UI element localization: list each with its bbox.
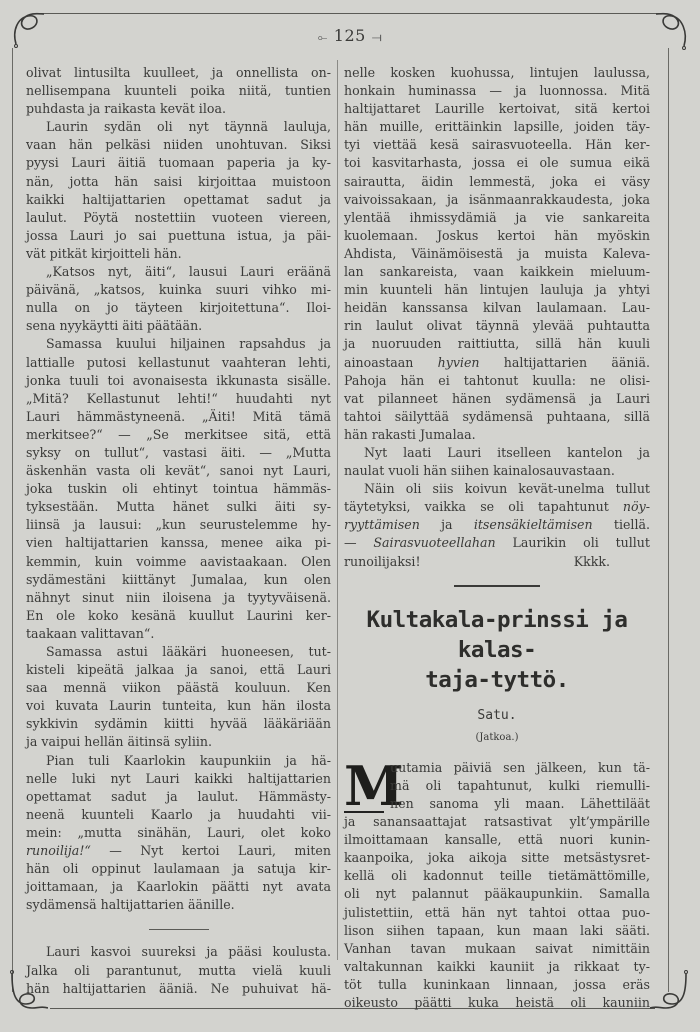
page-number-value: 125: [333, 26, 366, 45]
text-line: ja nuoruuden raittiutta, sillä hän kuuli: [344, 336, 650, 352]
text-line: rin laulut olivat täynnä ylevää puhtautta: [344, 318, 650, 334]
text-line: Laurin sydän oli nyt täynnä lauluja,: [46, 119, 331, 135]
text-line: hän muille, erittäinkin lapsille, joiden täy-: [344, 119, 650, 135]
text-line: heidän kanssansa kilvan laulamaan. Lau-: [344, 300, 650, 316]
text-line: nulla on jo täyteen kirjoitettuna“. Iloi-: [26, 300, 331, 316]
text-line: tyi viettää kesä sairasvuoteella. Hän ker-: [344, 137, 650, 153]
frame-top-rule: [38, 13, 664, 14]
text-line: kellä oli kadonnut teille tietämättömille,: [344, 868, 650, 884]
column-divider: [337, 60, 338, 960]
text-fragment: täytetyksi, vaikka se oli tapahtunut: [344, 499, 623, 515]
text-line: [344, 516, 650, 534]
paragraph: [344, 64, 650, 444]
text-line: nen sanoma yli maan. Lähettiläät: [390, 796, 650, 811]
text-line: tyksestään. Mutta hänet sulki äiti sy-: [26, 499, 331, 515]
italic-text: ryyttämisen: [344, 517, 420, 533]
text-line: taakaan valittavan“.: [26, 625, 155, 641]
story-title-line: Kultakala-prinssi ja kalas-: [366, 606, 628, 663]
text-line: sykkivin sydämin kiitti hyvää lääkäriään: [26, 716, 331, 732]
text-line: sairautta, äidin lemmestä, joka ei väsy: [344, 173, 650, 189]
page-number: [0, 26, 700, 45]
text-line: ilmoittamaan kansalle, että nuori kunin-: [344, 832, 650, 848]
paragraph: [26, 263, 331, 335]
text-line: ja sanansaattajat ratsastivat ylt’ympärille: [344, 814, 650, 830]
text-line: uutamia päiviä sen jälkeen, kun tä-: [390, 759, 650, 775]
text-line: „Katsos nyt, äiti“, lausui Lauri eräänä: [46, 264, 331, 280]
text-line: Vanhan tavan mukaan saivat nimittäin: [344, 940, 650, 956]
text-line: saa mennä viikon päästä kouluun. Ken: [26, 680, 331, 696]
text-line: oli nyt palannut pääkaupunkiin. Samalla: [344, 886, 650, 902]
text-line: joittamaan, ja Kaarlokin päätti nyt avata: [26, 879, 331, 895]
text-line: jonka tuuli toi avonaisesta ikkunasta sisälle.: [26, 372, 331, 388]
text-line: Pahoja hän ei tahtonut kuulla: ne olisi-: [344, 372, 650, 388]
text-line: olivat lintusilta kuulleet, ja onnellista on-: [26, 65, 331, 80]
text-line: Näin oli siis koivun kevät-unelma tullut: [364, 481, 650, 497]
text-line: hän rakasti Jumalaa.: [344, 426, 476, 442]
text-line: Ahdista, Väinämöisestä ja muista Kaleva-: [344, 245, 650, 261]
story-divider: [454, 585, 540, 587]
text-line: jossa Lauri jo sai puettuna istua, ja päi-: [26, 227, 331, 243]
italic-text: runoilija!“: [26, 843, 91, 859]
paragraph: [26, 943, 331, 997]
text-line: kaikki haltijattarien opettamat sadut ja: [26, 191, 331, 207]
story-title-line: taja-tyttö.: [425, 666, 569, 693]
text-line: vaan hän pelkäsi niiden unohtuvan. Siksi: [26, 137, 331, 153]
text-line: „Mitä? Kellastunut lehti!“ huudahti nyt: [26, 390, 331, 406]
text-line: honkain huminassa — ja luonnossa. Mitä: [344, 83, 650, 99]
frame-left-rule: [12, 48, 13, 992]
text-line: päivänä, „katsos, kuinka suuri vihko mi-: [26, 282, 331, 298]
text-line: [344, 354, 650, 372]
text-line: liinsä ja lausui: „kun seurustelemme hy-: [26, 517, 331, 533]
text-fragment: tiellä.: [592, 517, 650, 533]
text-line: opettamat sadut ja laulut. Hämmästy-: [26, 788, 331, 804]
text-line: lan sankareista, vaan kaikkein mieluum-: [344, 264, 650, 280]
text-line: Pian tuli Kaarlokin kaupunkiin ja hä-: [46, 752, 331, 768]
right-column: [344, 64, 650, 1012]
text-line: mä oli tapahtunut, kulki riemulli-: [390, 777, 650, 793]
ornament-left-icon: ⟜: [317, 30, 328, 44]
text-line: laulut. Pöytä nostettiin vuoteen viereen,: [26, 209, 331, 225]
text-line: kuolemaan. Joskus kertoi hän myöskin: [344, 227, 650, 243]
paragraph: [26, 335, 331, 643]
continuation-note: (Jatkoa.): [475, 731, 519, 743]
paragraph: [26, 64, 331, 118]
text-fragment: haltijattarien ääniä.: [479, 354, 650, 370]
author-signature: Kkkk.: [573, 553, 610, 569]
text-line: Nyt laati Lauri itselleen kantelon ja: [364, 444, 650, 460]
text-line: [26, 842, 331, 860]
story-title: [344, 605, 650, 695]
text-line: sena nyykäytti äiti päätään.: [26, 318, 203, 334]
text-line: töt tulla kuninkaan linnaan, jossa eräs: [344, 976, 650, 992]
text-line: äskenhän vasta oli kevät“, sanoi nyt Lauri,: [26, 463, 331, 479]
text-line: [344, 534, 650, 552]
text-line: ja vaipui hellän äitinsä syliin.: [26, 734, 212, 750]
text-line: hän haltijattarien ääniä. Ne puhuivat hä-: [26, 980, 331, 996]
text-line: En ole koko kesänä kuullut Laurini ker-: [26, 607, 331, 623]
italic-text: nöy-: [622, 499, 650, 515]
text-line: nellisempana kuunteli poika niitä, tuntien: [26, 83, 331, 99]
text-line: Samassa astui lääkäri huoneesen, tut-: [46, 644, 331, 659]
text-line: vien haltijattarien kanssa, menee aika pi-: [26, 535, 331, 551]
text-line: vat pilanneet hänen sydämensä ja Lauri: [344, 390, 650, 406]
text-line: [344, 553, 650, 571]
text-fragment: runoilijaksi!: [344, 553, 421, 569]
text-line: kemmin, kuin voimme aavistaakaan. Olen: [26, 553, 331, 569]
text-line: pyysi Lauri äitiä tuomaan paperia ja ky-: [26, 155, 331, 171]
section-divider: [149, 929, 209, 930]
text-line: nelle kosken kuohussa, lintujen laulussa,: [344, 65, 650, 80]
text-line: Samassa kuului hiljainen rapsahdus ja: [46, 336, 331, 352]
drop-cap: M: [344, 753, 404, 818]
italic-text: hyvien: [437, 354, 480, 370]
text-line: kisteli kipeätä jalkaa ja sanoi, että Lauri: [26, 662, 331, 678]
ornament-right-icon: ⟞: [371, 30, 383, 44]
paragraph: [344, 480, 650, 570]
text-line: tahtoi säilyttää sydämensä puhtaana, sillä: [344, 408, 650, 424]
text-line: kaanpoika, joka aikoja sitte metsästysret-: [344, 850, 650, 866]
text-line: ylentää ihmissydämiä ja vie sankareita: [344, 209, 650, 225]
text-line: Lauri kasvoi suureksi ja pääsi koulusta.: [46, 944, 331, 960]
text-line: hän oli oppinut laulamaan ja satuja kir-: [26, 861, 331, 877]
text-line: min kuunteli hän lintujen lauluja ja yhtyi: [344, 282, 650, 298]
text-line: merkitsee?“ — „Se merkitsee sitä, että: [26, 426, 331, 442]
text-line: mein: „mutta sinähän, Lauri, olet koko: [26, 824, 331, 840]
text-line: syksy on tullut“, vastasi äiti. — „Mutta: [26, 444, 331, 460]
text-line: nän, jotta hän saisi kirjoittaa muistoon: [26, 173, 331, 189]
text-line: [344, 498, 650, 516]
text-line: vaivoissakaan, ja isänmaanrakkaudesta, joka: [344, 191, 650, 207]
text-fragment: —: [344, 535, 374, 551]
text-line: lison siihen tapaan, kun maan laki sääti.: [344, 922, 650, 938]
text-fragment: Laurikin oli tullut: [495, 535, 650, 551]
text-line: Lauri hämmästyneenä. „Äiti! Mitä tämä: [26, 408, 331, 424]
text-line: toi kasvitarhasta, jossa ei ole sumua eikä: [344, 155, 650, 171]
text-line: haltijattaret Laurille kertoivat, sitä kertoi: [344, 101, 650, 117]
text-fragment: ja: [419, 517, 474, 533]
left-column: [26, 64, 331, 998]
corner-flourish-bottom-right-icon: [650, 970, 690, 1010]
text-line: oikeusto päätti kuka heistä oli kauniin: [344, 995, 650, 1011]
paragraph: [344, 753, 650, 1012]
story-subtitle: Satu.: [477, 707, 517, 723]
italic-text: Sairasvuoteellahan: [373, 535, 496, 551]
text-fragment: — Nyt kertoi Lauri, miten: [90, 843, 331, 859]
paragraph: [26, 643, 331, 752]
text-line: neenä kuunteli Kaarlo ja huudahti vii-: [26, 806, 331, 822]
paragraph: [26, 118, 331, 263]
text-line: sydämensä haltijattarien äänille.: [26, 897, 235, 913]
paragraph: [344, 444, 650, 480]
paragraph: [26, 752, 331, 915]
text-line: nähnyt sinut niin iloisena ja tyytyväisenä.: [26, 589, 331, 605]
italic-text: itsensäkieltämisen: [473, 517, 593, 533]
text-line: puhdasta ja raikasta kevät iloa.: [26, 101, 226, 117]
text-line: naulat vuoli hän siihen kainalosauvastaan.: [344, 463, 615, 479]
text-line: julistettiin, että hän nyt tahtoi ottaa puo-: [344, 904, 650, 920]
text-line: joka tuskin oli ehtinyt tointua hämmäs-: [26, 481, 331, 497]
text-line: valtakunnan kaikki kauniit ja rikkaat ty-: [344, 958, 650, 974]
text-fragment: ainoastaan: [344, 354, 438, 370]
text-line: sydämestäni kiittänyt Jumalaa, kun olen: [26, 571, 331, 587]
text-line: Jalka oli parantunut, mutta vielä kuuli: [26, 962, 331, 978]
text-line: voi kuvata Laurin tunteita, kun hän ilosta: [26, 698, 331, 714]
frame-right-rule: [668, 48, 669, 992]
text-line: nelle luki nyt Lauri kaikki haltijattarien: [26, 770, 331, 786]
text-line: lattialle putosi kellastunut vaahteran lehti,: [26, 354, 331, 370]
text-line: vät pitkät kirjoitteli hän.: [26, 245, 182, 261]
